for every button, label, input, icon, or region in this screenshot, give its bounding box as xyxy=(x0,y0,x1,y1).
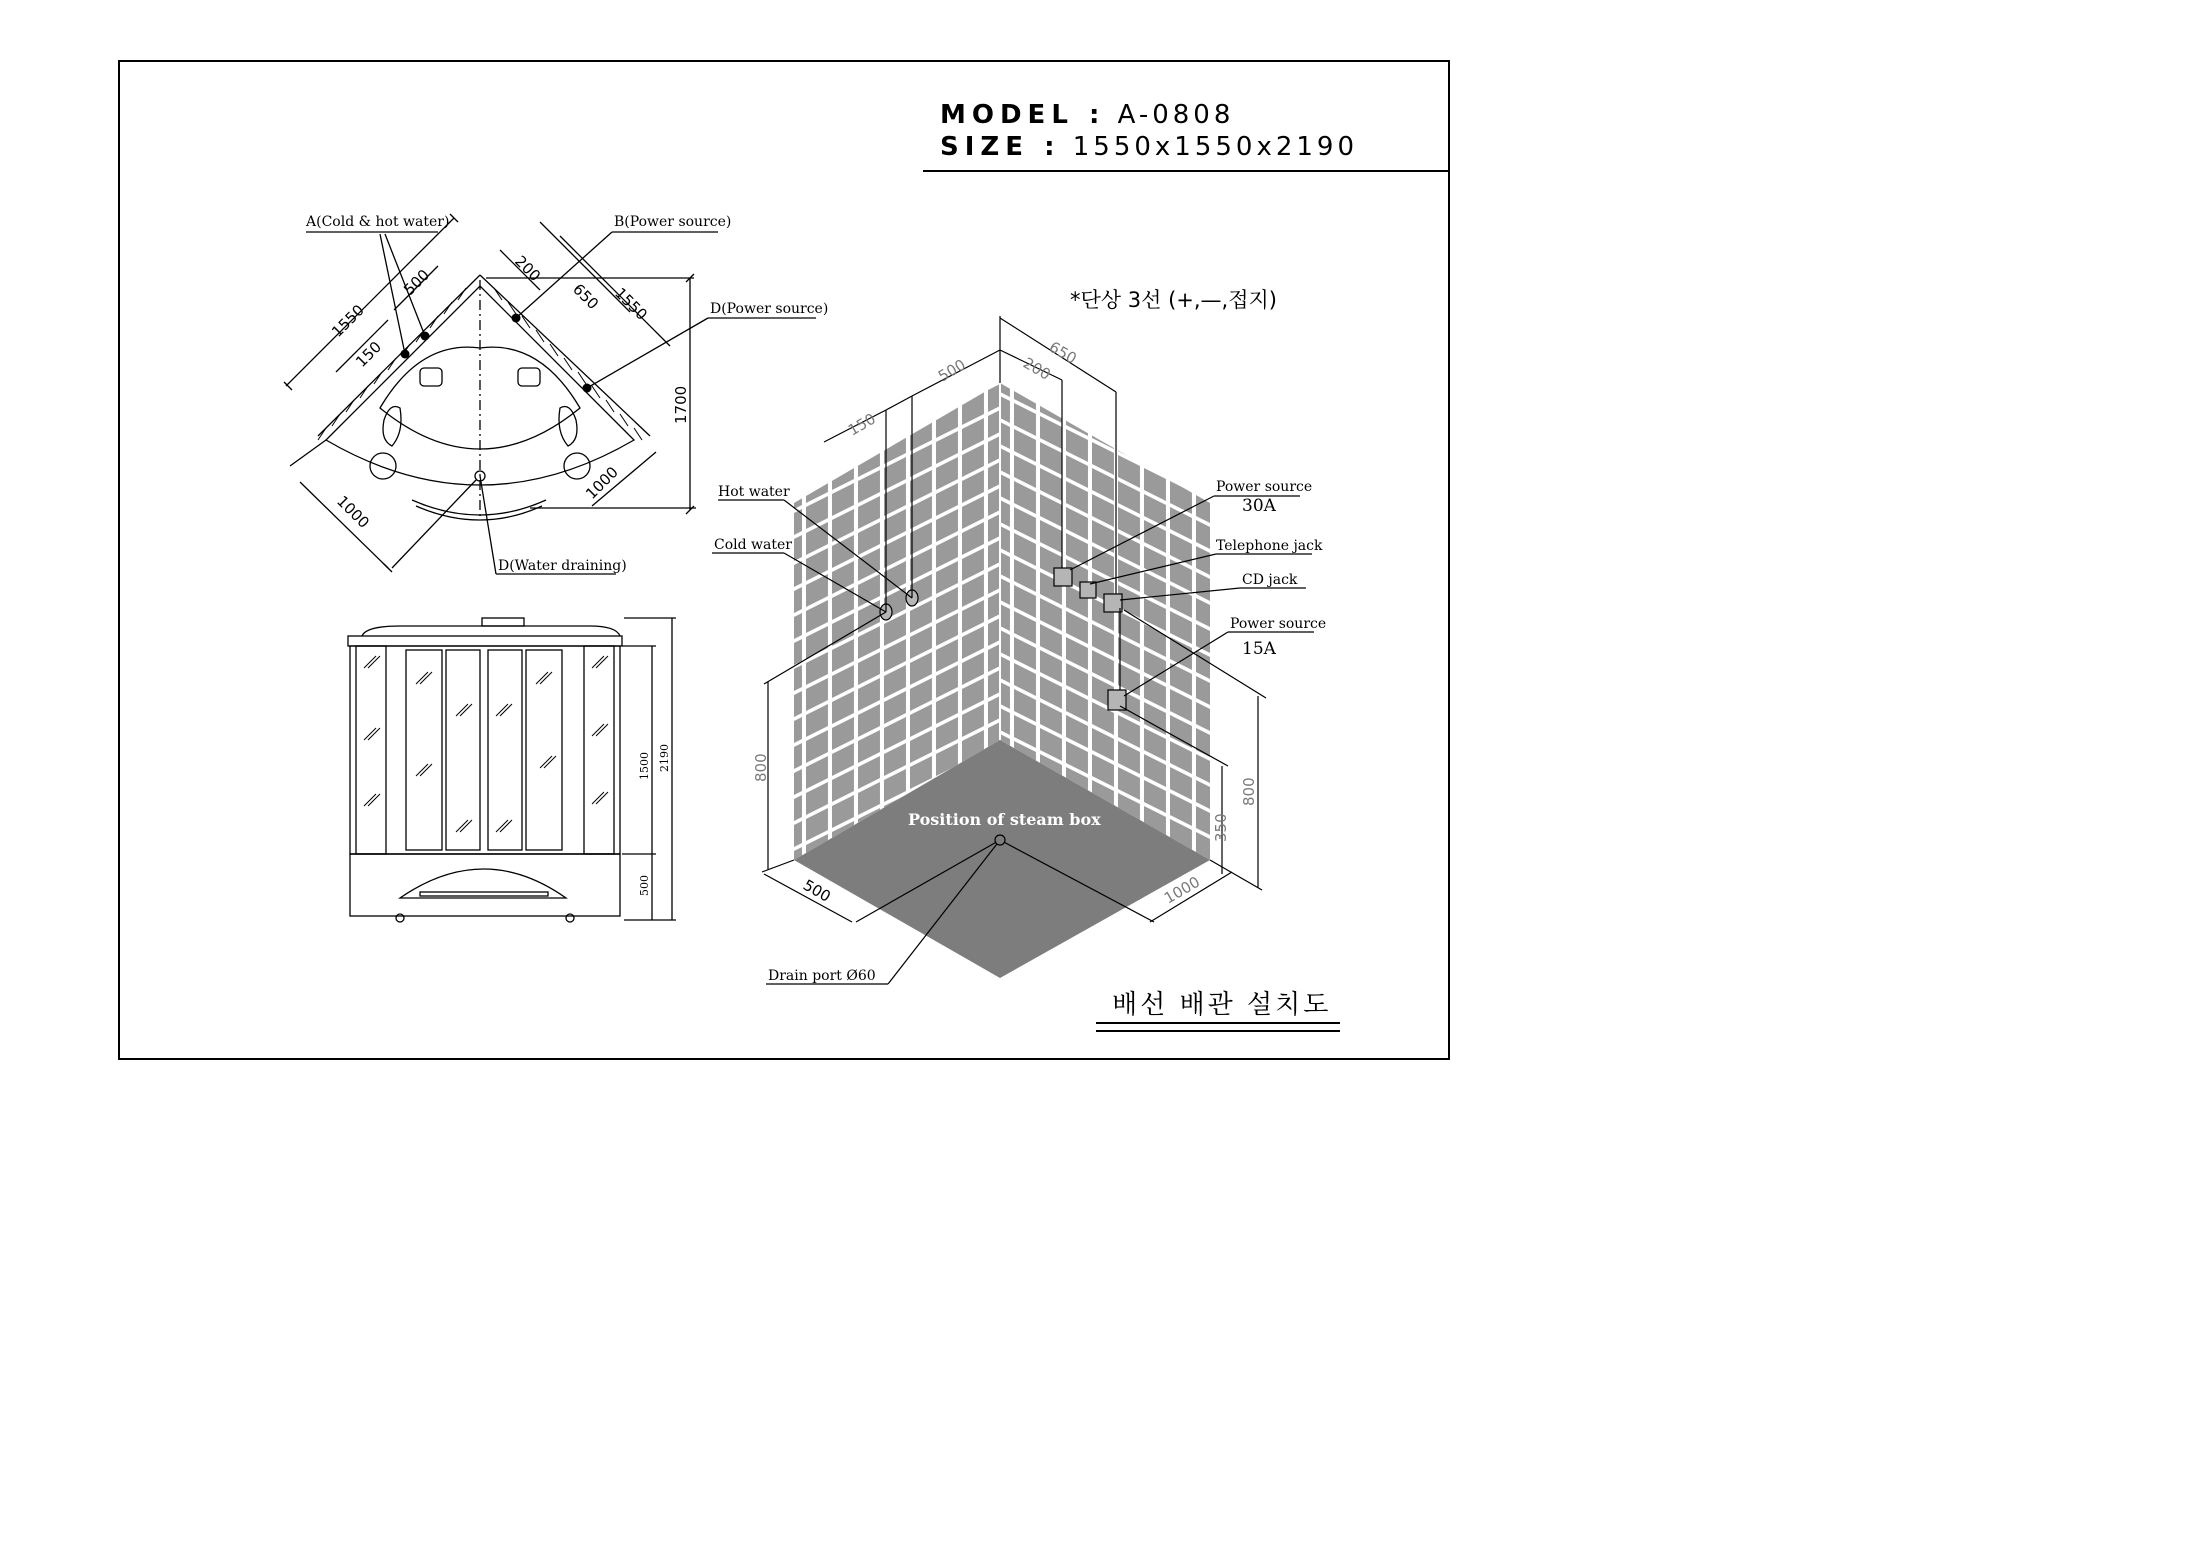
front-glass-frame xyxy=(350,646,620,854)
label-hot-water: Hot water xyxy=(718,484,790,500)
label-water-draining: D(Water draining) xyxy=(498,558,627,574)
iso-dim-text-800-left: 800 xyxy=(752,753,770,782)
plan-labels xyxy=(305,214,828,574)
front-view xyxy=(348,618,676,922)
label-power-15-title: Power source xyxy=(1230,616,1327,632)
dim-text-front-2190: 2190 xyxy=(658,744,671,772)
dim-text-1550-right: 1550 xyxy=(611,284,651,324)
iso-power-30a-box xyxy=(1054,568,1072,586)
drawing-title: 배선 배관 설치도 xyxy=(1112,990,1332,1020)
model-label: MODEL : xyxy=(940,100,1106,130)
dim-text-1000-right: 1000 xyxy=(582,463,622,503)
iso-dim-text-150: 150 xyxy=(845,409,879,440)
iso-dim-text-800-right: 800 xyxy=(1240,777,1258,806)
label-cold-hot-water: A(Cold & hot water) xyxy=(306,214,450,230)
label-steam-box: Position of steam box xyxy=(908,810,1101,829)
label-power-15-amps: 15A xyxy=(1242,639,1276,659)
label-d-power-source: D(Power source) xyxy=(710,301,829,317)
iso-dim-150 xyxy=(886,396,912,410)
label-b-power-source: B(Power source) xyxy=(614,214,732,230)
drawing-title-underline xyxy=(1096,1022,1340,1024)
plan-jet-right xyxy=(564,453,590,479)
dim-text-500: 500 xyxy=(400,265,434,299)
iso-dim-text-500-floor: 500 xyxy=(800,875,834,906)
dim-text-650: 650 xyxy=(569,280,603,314)
iso-dim-text-1000-floor: 1000 xyxy=(1161,872,1204,908)
leader-drain xyxy=(480,476,496,574)
front-roof-fan xyxy=(482,618,524,626)
front-glass-reflections xyxy=(364,656,608,832)
front-roof xyxy=(362,626,620,636)
dim-text-front-1500: 1500 xyxy=(638,752,651,780)
dim-text-150: 150 xyxy=(352,337,386,371)
label-drain-port: Drain port Ø60 xyxy=(768,968,876,984)
label-cold-water: Cold water xyxy=(714,537,792,553)
plan-seat-right xyxy=(518,368,540,386)
size-label: SIZE : xyxy=(940,132,1061,162)
dim-text-200: 200 xyxy=(511,252,545,286)
front-labels xyxy=(638,744,671,896)
iso-cd-jack-box xyxy=(1104,594,1122,612)
iso-dim-text-500: 500 xyxy=(935,355,969,386)
dim-text-1550-left: 1550 xyxy=(328,301,368,341)
dim-text-1700: 1700 xyxy=(672,385,690,424)
label-cd-jack: CD jack xyxy=(1242,572,1298,588)
dim-text-1000-left: 1000 xyxy=(333,492,373,532)
size-value: 1550x1550x2190 xyxy=(1072,132,1359,162)
model-value: A-0808 xyxy=(1117,100,1235,130)
label-power-30-title: Power source xyxy=(1216,479,1313,495)
plan-wall-left xyxy=(318,275,480,436)
iso-dim-text-200: 200 xyxy=(1020,353,1054,384)
iso-telephone-jack-box xyxy=(1080,582,1096,598)
label-power-30-amps: 30A xyxy=(1242,496,1276,516)
drawing-title-underline-2 xyxy=(1096,1030,1340,1032)
dim-text-front-500: 500 xyxy=(638,875,651,896)
iso-drain-port xyxy=(995,835,1005,845)
iso-dim-text-350: 350 xyxy=(1212,813,1230,842)
label-telephone-jack: Telephone jack xyxy=(1216,538,1323,554)
iso-power-15a-box xyxy=(1108,690,1126,710)
iso-dim-text-650: 650 xyxy=(1046,337,1080,368)
front-apron-arc xyxy=(400,869,566,898)
plan-jet-left xyxy=(370,453,396,479)
front-base-apron xyxy=(350,854,620,916)
front-top-band xyxy=(348,636,622,646)
iso-view xyxy=(712,316,1314,984)
plan-seat-left xyxy=(420,368,442,386)
wiring-note: *단상 3선 (+,—,접지) xyxy=(1070,288,1277,312)
